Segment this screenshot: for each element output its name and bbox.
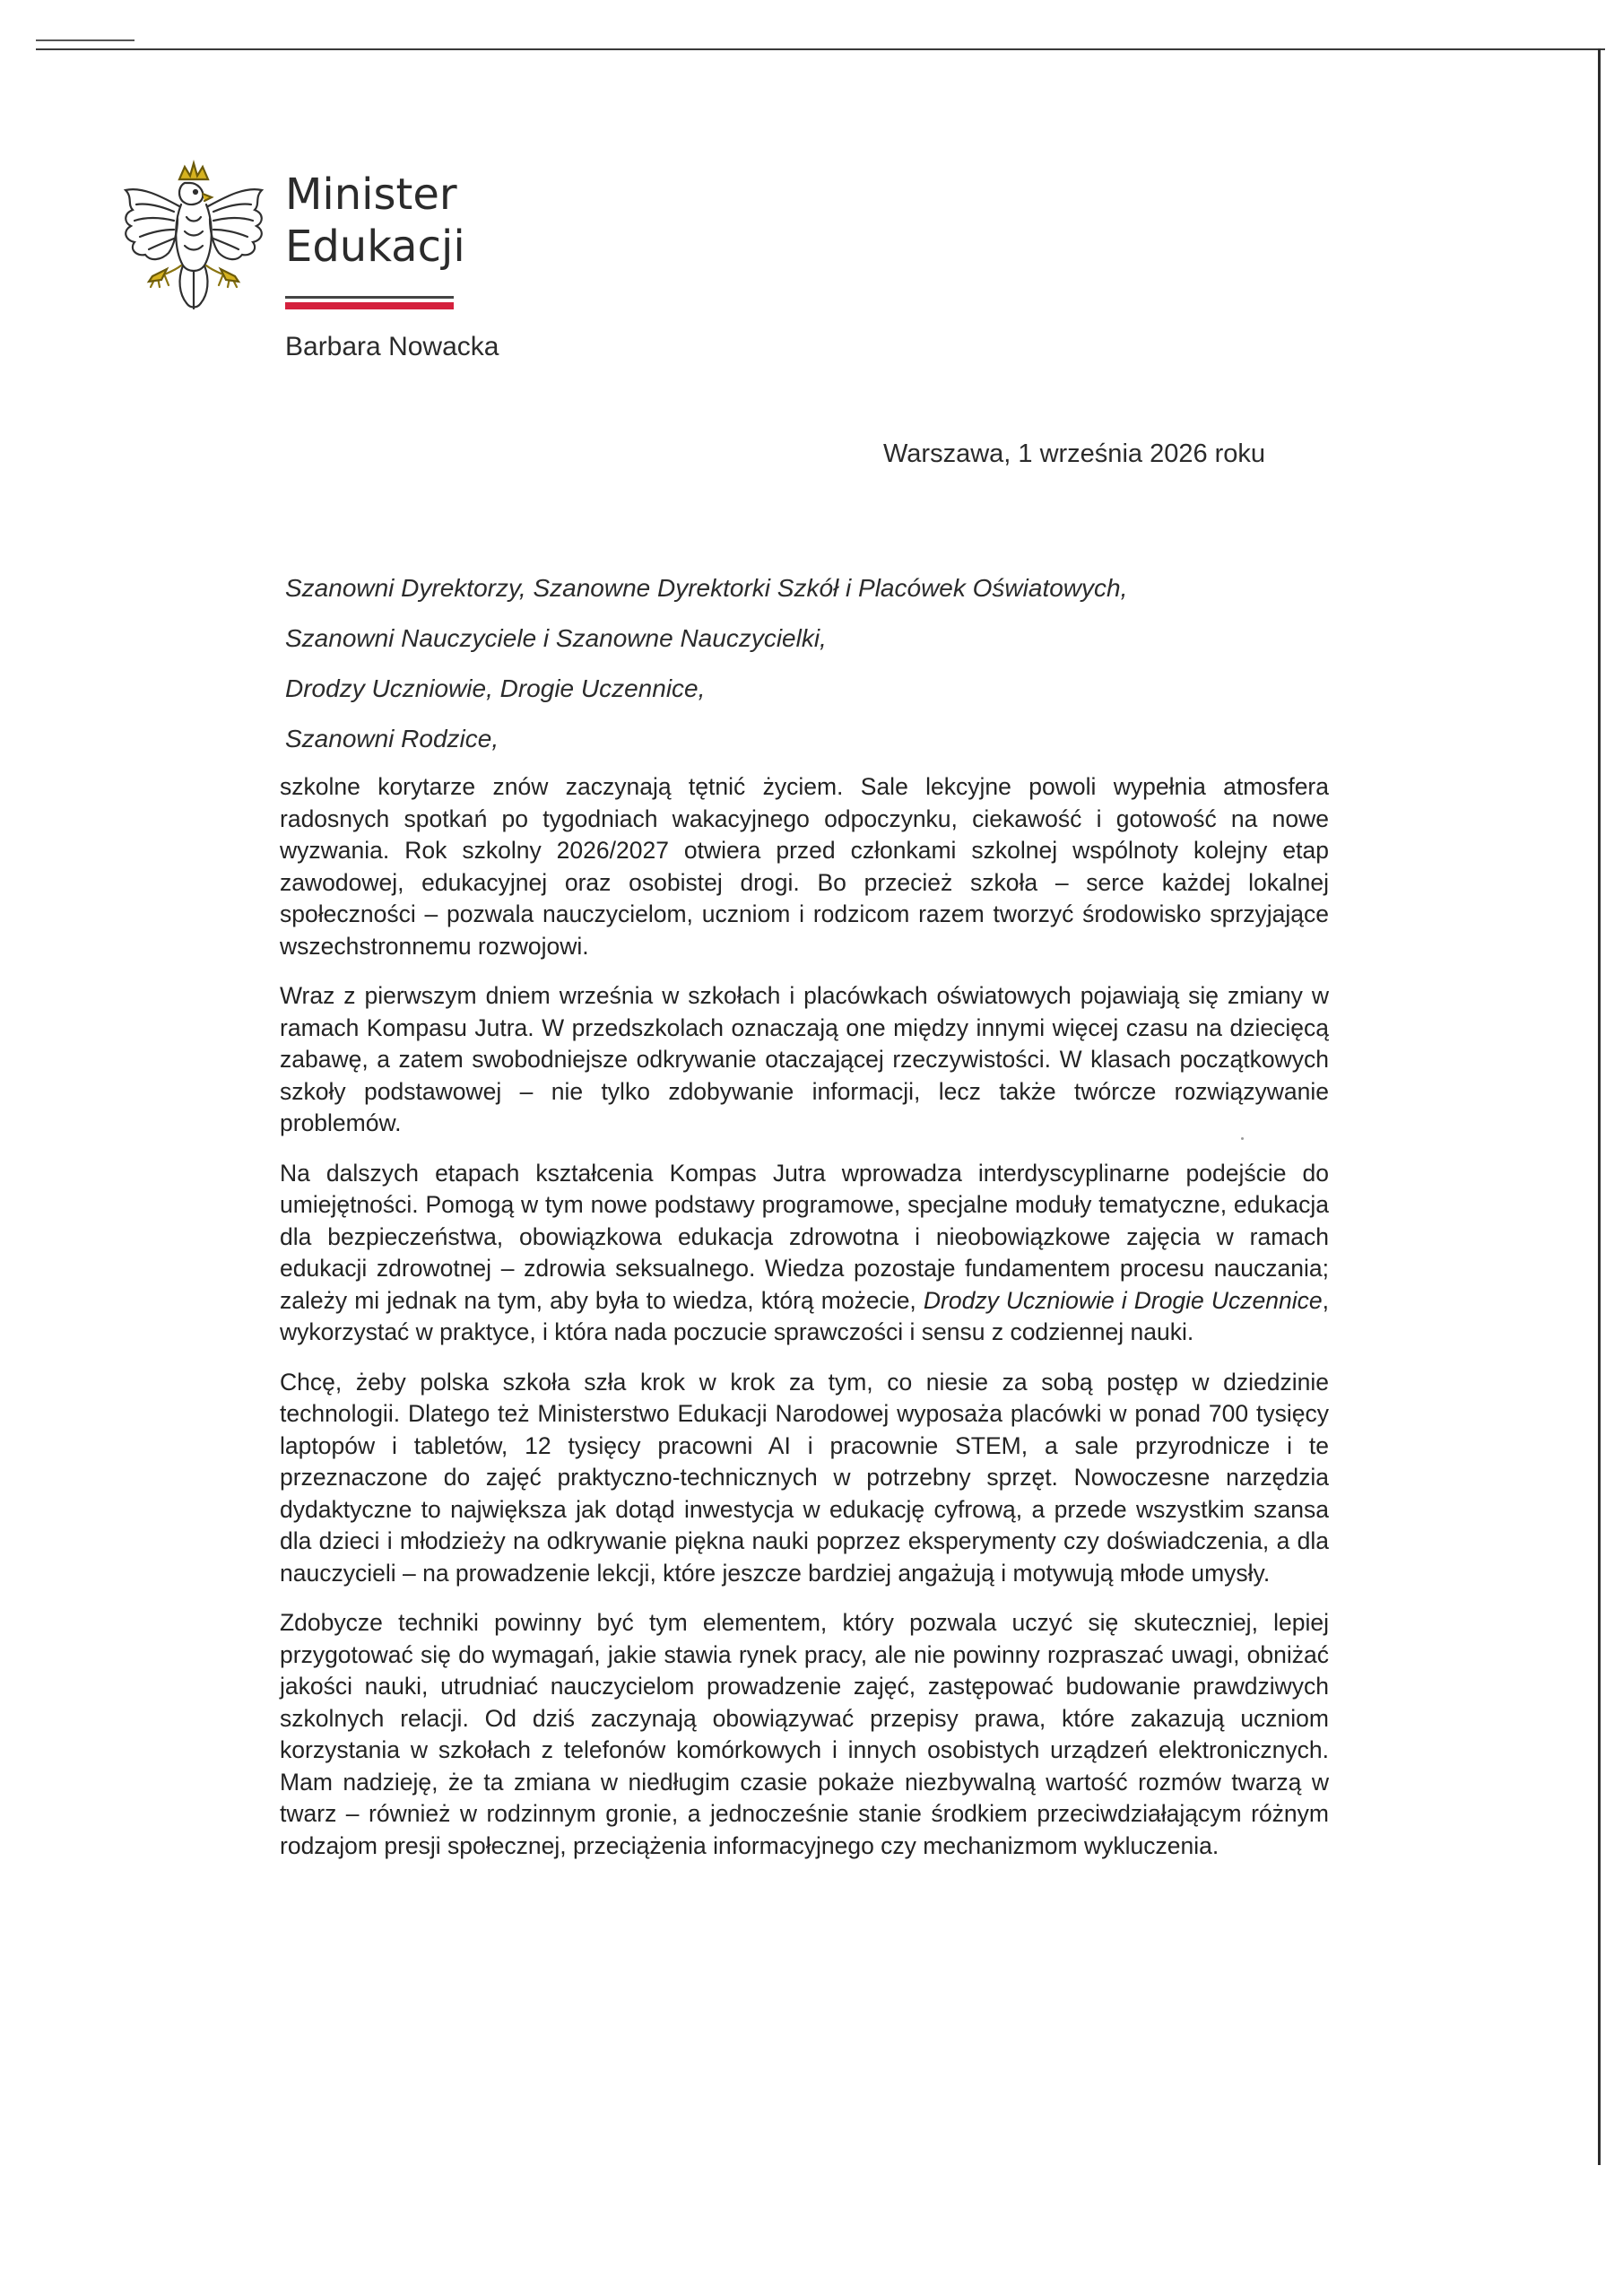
- salutation-line: Szanowni Nauczyciele i Szanowne Nauczycielki,: [285, 624, 827, 652]
- letter-body: [280, 771, 1329, 1880]
- salutation-line: Drodzy Uczniowie, Drogie Uczennice,: [285, 674, 706, 702]
- flag-white-stripe: [285, 296, 454, 299]
- flag-red-stripe: [285, 302, 454, 309]
- scan-top-border: [36, 48, 1605, 50]
- paragraph-3-emphasis: Drodzy Uczniowie i Drogie Uczennice: [923, 1286, 1323, 1314]
- paragraph-1: szkolne korytarze znów zaczynają tętnić życiem. Sale lekcyjne powoli wypełnia atmosfera radosnych spotkań po tygodniach wakacyjnego odpoczynku, ciekawość i gotowość na nowe wyzwania. Rok szkolny 2026/2027 otwiera przed członkami szkolnej wspólnoty kolejny etap zawodowej, edukacyjnej oraz osobistej drogi. Bo przecież szkoła – serce każdej lokalnej społeczności – pozwala nauczycielom, uczniom i rodzicom razem tworzyć środowisko sprzyjające wszechstronnemu rozwojowi.: [280, 773, 1329, 960]
- scan-right-border: [1598, 48, 1601, 2165]
- salutation-line: Szanowni Dyrektorzy, Szanowne Dyrektorki Szkół i Placówek Oświatowych,: [285, 574, 1128, 602]
- polish-flag-rule: [285, 296, 454, 309]
- minister-name: Barbara Nowacka: [285, 332, 499, 361]
- scan-edge-mark: [36, 39, 135, 41]
- ministry-line-2: Edukacji: [285, 222, 465, 272]
- salutation-line: Szanowni Rodzice,: [285, 725, 499, 752]
- paragraph-2: Wraz z pierwszym dniem września w szkołach i placówkach oświatowych pojawiają się zmiany w ramach Kompasu Jutra. W przedszkolach oznaczają one między innymi więcej czasu na dziecięcą zabawę, a zatem swobodniejsze odkrywanie otaczającej rzeczywistości. W klasach początkowych szkoły podstawowej – nie tylko zdobywanie informacji, lecz także twórcze rozwiązywanie problemów.: [280, 982, 1329, 1136]
- paragraph-3-text-start: Na dalszych etapach kształcenia Kompas Jutra wprowadza interdyscyplinarne podejście do umiejętności. Pomogą w tym nowe podstawy programowe, specjalne moduły tematyczne, edukacja dla bezpieczeństwa, obowiązkowa edukacja zdrowotna i nieobowiązkowe zajęcia w ramach edukacji zdrowotnej – zdrowia seksualnego. Wiedza pozostaje fundamentem procesu nauczania; zależy mi jednak na tym, aby była to wiedza, którą możecie,: [280, 1159, 1329, 1314]
- ministry-name: [285, 169, 465, 273]
- salutations: [285, 563, 1361, 764]
- paragraph-4: Chcę, żeby polska szkoła szła krok w krok za tym, co niesie za sobą postęp w dziedzinie technologii. Dlatego też Ministerstwo Edukacji Narodowej wyposaża placówki w ponad 700 tysięcy laptopów i tabletów, 12 tysięcy pracowni AI i pracownie STEM, a sale przyrodnicze i te przeznaczone do zajęć praktyczno-technicznych w potrzebny sprzęt. Nowoczesne narzędzia dydaktyczne to największa jak dotąd inwestycja w edukację cyfrową, a przede wszystkim szansa dla dzieci i młodzieży na odkrywanie piękna nauki poprzez eksperymenty czy doświadczenia, a dla nauczycieli – na prowadzenie lekcji, które jeszcze bardziej angażują i motywują młode umysły.: [280, 1368, 1329, 1587]
- paragraph-3: [280, 1158, 1329, 1349]
- paragraph-5: Zdobycze techniki powinny być tym elementem, który pozwala uczyć się skuteczniej, lepiej przygotować się do wymagań, jakie stawia rynek pracy, ale nie powinny rozpraszać uwagi, obniżać jakości nauki, utrudniać nauczycielom prowadzenie zajęć, zastępować budowanie prawdziwych szkolnych relacji. Od dziś zaczynają obowiązywać przepisy prawa, które zakazują uczniom korzystania w szkołach z telefonów komórkowych i innych osobistych urządzeń elektronicznych. Mam nadzieję, że ta zmiana w niedługim czasie pokaże niezbywalną wartość rozmów twarzą w twarz – również w rodzinnym gronie, a jednocześnie stanie środkiem przeciwdziałającym różnym rodzajom presji społecznej, przeciążenia informacyjnego czy mechanizmom wykluczenia.: [280, 1609, 1329, 1859]
- ministry-line-1: Minister: [285, 170, 457, 220]
- polish-eagle-emblem-icon: [115, 160, 272, 317]
- paragraph-3-text-end: , wykorzystać w praktyce, i która nada poczucie sprawczości i sensu z codziennej nauki.: [280, 1286, 1329, 1345]
- letter-date: Warszawa, 1 września 2026 roku: [883, 439, 1266, 468]
